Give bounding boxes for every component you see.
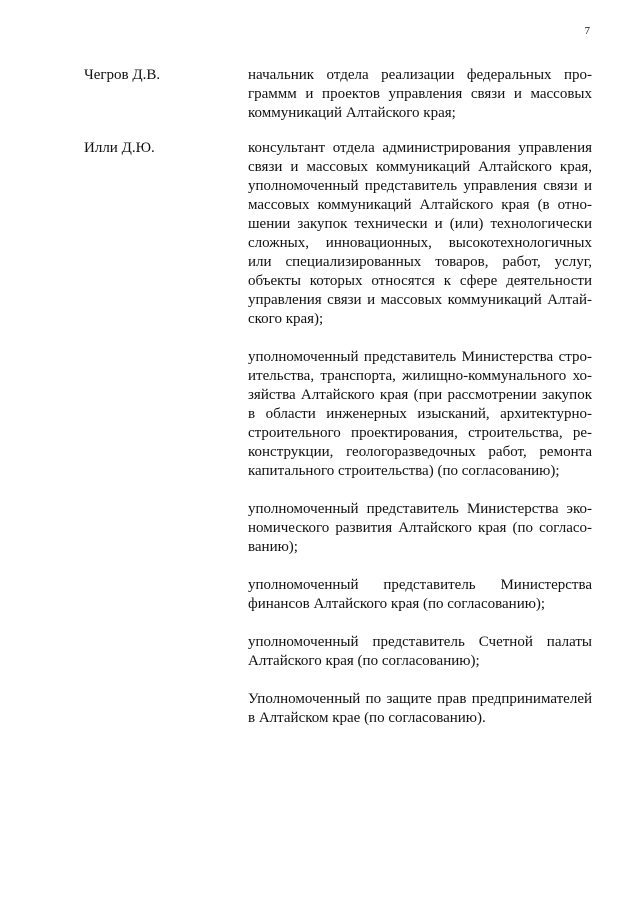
member-description [248,139,592,728]
description-paragraph: уполномоченный представитель Министерства финансов Алтайского края (по согласованию); [248,577,592,612]
description-paragraph: начальник отдела реализации федеральных про-граммм и проектов управления связи и массовых коммуникаций Алтайского края; [248,67,592,121]
page-number: 7 [584,25,590,37]
member-name: Чегров Д.В. [84,67,161,83]
description-paragraph: консультант отдела администрирования управления связи и массовых коммуникаций Алтайского края, уполномоченный представитель управления связи и массовых коммуникаций Алтайского края (в отно-шении закупок технически и (или) технологически сложных, инновационных, высокотехнологичных или специализированных товаров, работ, услуг, объекты которых относятся к сфере деятельности управления связи и массовых коммуникаций Алтай-ского края); [248,140,592,327]
description-paragraph: уполномоченный представитель Счетной палаты Алтайского края (по согласованию); [248,634,592,669]
member-description [248,66,592,123]
description-paragraph: уполномоченный представитель Министерства эко-номического развития Алтайского края (по согласо-ванию); [248,501,592,555]
description-paragraph: уполномоченный представитель Министерства стро-ительства, транспорта, жилищно-коммунального хо-зяйства Алтайского края (при рассмотрении закупок в области инженерных изысканий, архитектурно-строительного проектирования, строительства, ре-конструкции, геологоразведочных работ, ремонта капитального строительства) (по согласованию); [248,349,592,479]
description-paragraph: Уполномоченный по защите прав предпринимателей в Алтайском крае (по согласованию). [248,691,592,726]
member-name: Илли Д.Ю. [84,140,155,156]
